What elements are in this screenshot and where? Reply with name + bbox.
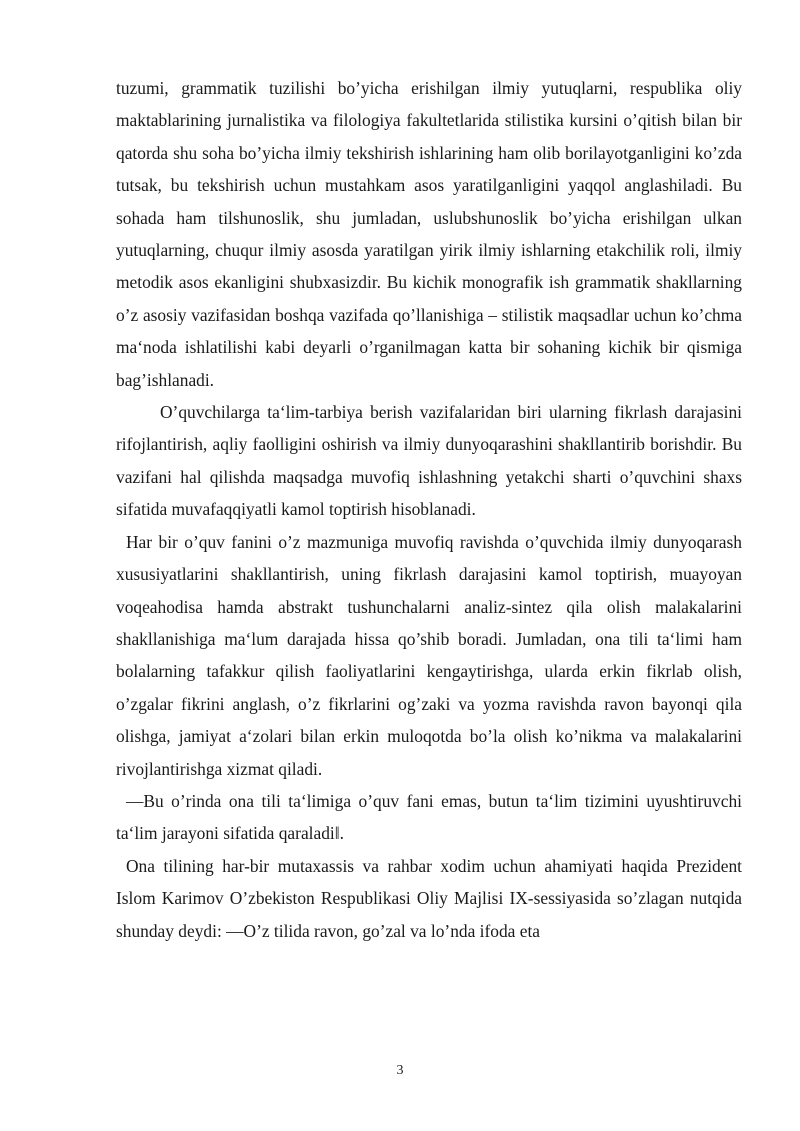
paragraph-4: ―Bu o’rinda ona tili ta‘limiga o’quv fani emas, butun ta‘lim tizimini uyushtiruvchi ta‘lim jarayoni sifatida qaraladi‖.	[116, 790, 742, 844]
paragraph-2: O’quvchilarga ta‘lim-tarbiya berish vazifalaridan biri ularning fikrlash darajasini rifojlantirish, aqliy faolligini oshirish va ilmiy dunyoqarashini shakllantirib borishdir. Bu vazifani hal qilishda maqsadga muvofiq ishlashning yetakchi sharti o’quvchini shaxs sifatida muvafaqqiyatli kamol toptirish hisoblanadi.	[116, 402, 742, 520]
paragraph-3: Har bir o’quv fanini o’z mazmuniga muvofiq ravishda o’quvchida ilmiy dunyoqarash xususiyatlarini shakllantirish, uning fikrlash darajasini kamol toptirish, muayoyan voqeahodisa hamda abstrakt tushunchalarni analiz-sintez qila olish malakalarini shakllanishiga ma‘lum darajada hissa qo’shib boradi. Jumladan, ona tili ta‘limi ham bolalarning tafakkur qilish faoliyatlarini kengaytirishga, ularda erkin fikrlab olish, o’zgalar fikrini anglash, o’z fikrlarini og’zaki va yozma ravishda ravon bayonqi qila olishga, jamiyat a‘zolari bilan erkin muloqotda bo’la olish ko’nikma va malakalarini rivojlantirishga xizmat qiladi.	[116, 531, 742, 779]
page-number: 3	[396, 1063, 404, 1078]
document-body	[116, 72, 742, 947]
paragraph-1: tuzumi, grammatik tuzilishi bo’yicha erishilgan ilmiy yutuqlarni, respublika oliy maktablarining jurnalistika va filologiya fakultetlarida stilistika kursini o’qitish bilan bir qatorda shu soha bo’yicha ilmiy tekshirish ishlarining ham olib borilayotganligini ko’zda tutsak, bu tekshirish uchun mustahkam asos yaratilganligini yaqqol anglashiladi. Bu sohada ham tilshunoslik, shu jumladan, uslubshunoslik bo’yicha erishilgan ulkan yutuqlarning, chuqur ilmiy asosda yaratilgan yirik ilmiy ishlarning etakchilik roli, ilmiy metodik asos ekanligini shubxasizdir. Bu kichik monografik ish grammatik shakllarning o’z asosiy vazifasidan boshqa vazifada qo’llanishiga – stilistik maqsadlar uchun ko’chma ma‘noda ishlatilishi kabi deyarli o’rganilmagan katta bir sohaning kichik bir qismiga bag’ishlanadi.	[116, 78, 742, 390]
paragraph-5: Ona tilining har-bir mutaxassis va rahbar xodim uchun ahamiyati haqida Prezident Islom Karimov O’zbekiston Respublikasi Oliy Majlisi IX-sessiyasida so’zlagan nutqida shunday deydi: ―O’z tilida ravon, go’zal va lo’nda ifoda eta	[116, 855, 742, 941]
